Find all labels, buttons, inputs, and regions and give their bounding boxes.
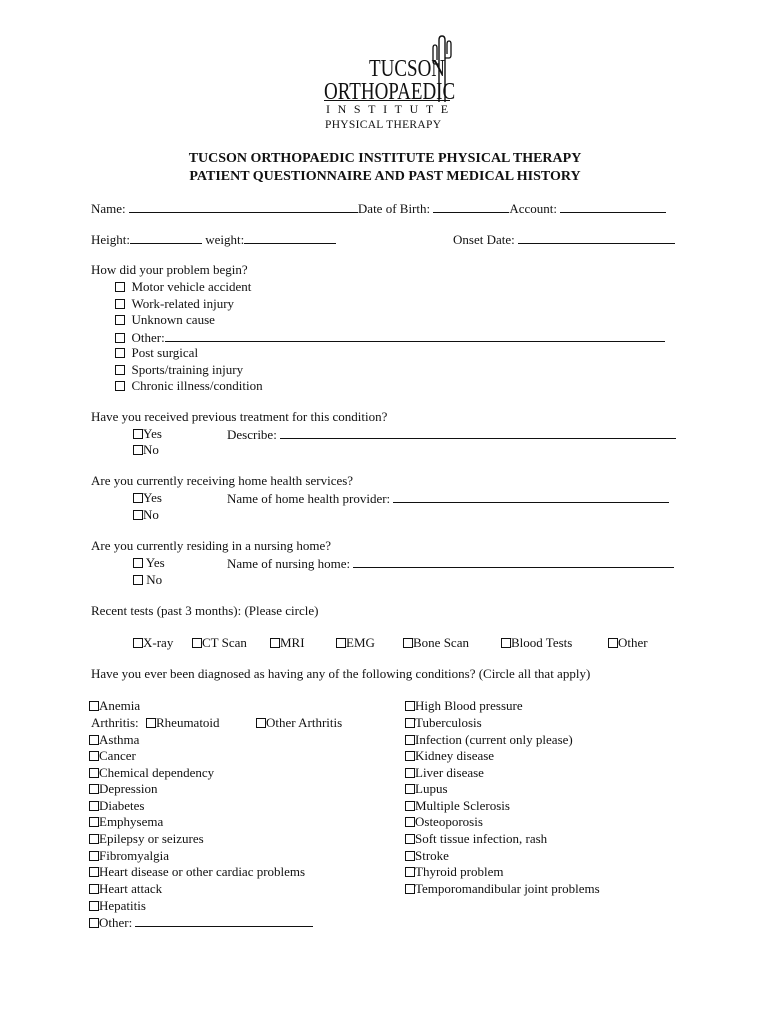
prev-no: No [133, 442, 159, 458]
logo-line-physical-therapy: PHYSICAL THERAPY [325, 119, 442, 131]
condition-left: Fibromyalgia [89, 848, 169, 864]
condition-checkbox[interactable] [405, 867, 415, 877]
condition-checkbox[interactable] [89, 784, 99, 794]
height-field[interactable] [130, 231, 202, 244]
condition-checkbox[interactable] [89, 701, 99, 711]
condition-left: Hepatitis [89, 898, 146, 914]
condition-right: Tuberculosis [405, 715, 482, 731]
page-title-line2: PATIENT QUESTIONNAIRE AND PAST MEDICAL HISTORY [189, 169, 581, 184]
condition-checkbox[interactable] [89, 918, 99, 928]
begin-checkbox[interactable] [115, 315, 125, 325]
nursing-no-checkbox[interactable] [133, 575, 143, 585]
condition-left: Epilepsy or seizures [89, 831, 204, 847]
home-yes-checkbox[interactable] [133, 493, 143, 503]
condition-right: Liver disease [405, 765, 484, 781]
begin-option: Other: [115, 329, 665, 346]
condition-checkbox[interactable] [89, 884, 99, 894]
test-option-xray: X-ray [133, 635, 173, 651]
test-option-other: Other [608, 635, 648, 651]
logo-line-institute: INSTITUTE [326, 102, 456, 116]
condition-checkbox[interactable] [89, 901, 99, 911]
test-checkbox[interactable] [133, 638, 143, 648]
begin-other-field[interactable] [165, 329, 665, 342]
onset-row [453, 231, 675, 248]
begin-checkbox[interactable] [115, 348, 125, 358]
condition-right: Soft tissue infection, rash [405, 831, 547, 847]
prev-describe: Describe: [227, 426, 676, 443]
condition-checkbox[interactable] [405, 784, 415, 794]
condition-right: Thyroid problem [405, 864, 503, 880]
condition-right: Stroke [405, 848, 449, 864]
condition-checkbox[interactable] [405, 834, 415, 844]
condition-checkbox[interactable] [89, 817, 99, 827]
condition-right: Lupus [405, 781, 448, 797]
condition-left-other: Other: [89, 914, 313, 931]
test-checkbox[interactable] [192, 638, 202, 648]
condition-left: Heart disease or other cardiac problems [89, 864, 305, 880]
test-checkbox[interactable] [403, 638, 413, 648]
height-row [91, 231, 336, 248]
weight-label: weight: [205, 232, 245, 247]
begin-option: Post surgical [115, 345, 198, 361]
condition-left: Heart attack [89, 881, 162, 897]
begin-checkbox[interactable] [115, 381, 125, 391]
begin-option: Unknown cause [115, 312, 215, 328]
test-checkbox[interactable] [501, 638, 511, 648]
home-yes: Yes [133, 490, 162, 506]
condition-checkbox[interactable] [146, 718, 156, 728]
condition-left: Emphysema [89, 814, 163, 830]
cactus-icon [431, 34, 453, 104]
begin-checkbox[interactable] [115, 282, 125, 292]
begin-checkbox[interactable] [115, 333, 125, 343]
condition-right: Infection (current only please) [405, 732, 573, 748]
condition-checkbox[interactable] [405, 817, 415, 827]
nursing-no: No [133, 572, 162, 588]
condition-left: Asthma [89, 732, 139, 748]
home-no-checkbox[interactable] [133, 510, 143, 520]
condition-right: Osteoporosis [405, 814, 483, 830]
test-option-bone-scan: Bone Scan [403, 635, 469, 651]
test-checkbox[interactable] [608, 638, 618, 648]
onset-field[interactable] [518, 231, 675, 244]
account-field[interactable] [560, 200, 666, 213]
name-field[interactable] [129, 200, 358, 213]
begin-question: How did your problem begin? [91, 262, 248, 277]
condition-checkbox[interactable] [405, 735, 415, 745]
dob-field[interactable] [433, 200, 509, 213]
height-label: Height: [91, 232, 130, 247]
condition-checkbox[interactable] [89, 768, 99, 778]
name-label: Name: [91, 201, 126, 216]
condition-checkbox[interactable] [89, 851, 99, 861]
condition-arthritis: Arthritis: [91, 715, 139, 730]
nursing-name-field[interactable] [353, 555, 674, 568]
condition-left: Depression [89, 781, 158, 797]
test-checkbox[interactable] [270, 638, 280, 648]
begin-checkbox[interactable] [115, 299, 125, 309]
condition-other-field[interactable] [135, 914, 313, 927]
tests-question: Recent tests (past 3 months): (Please circle) [91, 603, 319, 618]
test-option-ct: CT Scan [192, 635, 247, 651]
nursing-yes-checkbox[interactable] [133, 558, 143, 568]
home-question: Are you currently receiving home health services? [91, 473, 354, 488]
test-option-mri: MRI [270, 635, 305, 651]
prev-yes-checkbox[interactable] [133, 429, 143, 439]
condition-right: Temporomandibular joint problems [405, 881, 600, 897]
condition-checkbox[interactable] [89, 735, 99, 745]
condition-checkbox[interactable] [89, 834, 99, 844]
condition-checkbox[interactable] [405, 701, 415, 711]
condition-right: Kidney disease [405, 748, 494, 764]
test-option-blood: Blood Tests [501, 635, 572, 651]
home-provider-field[interactable] [393, 490, 669, 503]
home-provider: Name of home health provider: [227, 490, 669, 507]
condition-left: Diabetes [89, 798, 144, 814]
nursing-yes: Yes [133, 555, 165, 571]
begin-option: Sports/training injury [115, 362, 243, 378]
nursing-question: Are you currently residing in a nursing home? [91, 538, 332, 553]
condition-checkbox[interactable] [405, 751, 415, 761]
conditions-question: Have you ever been diagnosed as having any of the following conditions? (Circle all that apply) [91, 666, 591, 681]
test-checkbox[interactable] [336, 638, 346, 648]
logo-divider [324, 100, 450, 101]
onset-label: Onset Date: [453, 232, 515, 247]
condition-checkbox[interactable] [405, 768, 415, 778]
test-option-emg: EMG [336, 635, 375, 651]
begin-option: Motor vehicle accident [115, 279, 251, 295]
prev-describe-field[interactable] [280, 426, 676, 439]
condition-anemia: Anemia [89, 698, 140, 714]
nursing-name: Name of nursing home: [227, 555, 674, 572]
prev-question: Have you received previous treatment for this condition? [91, 409, 388, 424]
condition-checkbox[interactable] [89, 751, 99, 761]
home-no: No [133, 507, 159, 523]
logo-line-orthopaedic: ORTHOPAEDIC [324, 79, 456, 106]
condition-right: High Blood pressure [405, 698, 523, 714]
prev-no-checkbox[interactable] [133, 445, 143, 455]
begin-checkbox[interactable] [115, 365, 125, 375]
condition-checkbox[interactable] [405, 801, 415, 811]
page-title-line1: TUCSON ORTHOPAEDIC INSTITUTE PHYSICAL THERAPY [188, 151, 582, 166]
prev-yes: Yes [133, 426, 162, 442]
condition-rheumatoid: Rheumatoid [146, 715, 220, 731]
condition-right: Multiple Sclerosis [405, 798, 510, 814]
condition-checkbox[interactable] [256, 718, 266, 728]
condition-checkbox[interactable] [405, 884, 415, 894]
account-label: Account: [509, 201, 558, 216]
logo-line-tucson: TUCSON [369, 56, 446, 83]
condition-other-arthritis: Other Arthritis [256, 715, 342, 731]
condition-left: Chemical dependency [89, 765, 214, 781]
condition-checkbox[interactable] [405, 718, 415, 728]
condition-checkbox[interactable] [405, 851, 415, 861]
condition-checkbox[interactable] [89, 801, 99, 811]
weight-field[interactable] [244, 231, 336, 244]
condition-left: Cancer [89, 748, 136, 764]
dob-label: Date of Birth: [357, 201, 431, 216]
begin-option: Chronic illness/condition [115, 378, 263, 394]
name-row [91, 200, 666, 217]
begin-option: Work-related injury [115, 296, 234, 312]
condition-checkbox[interactable] [89, 867, 99, 877]
